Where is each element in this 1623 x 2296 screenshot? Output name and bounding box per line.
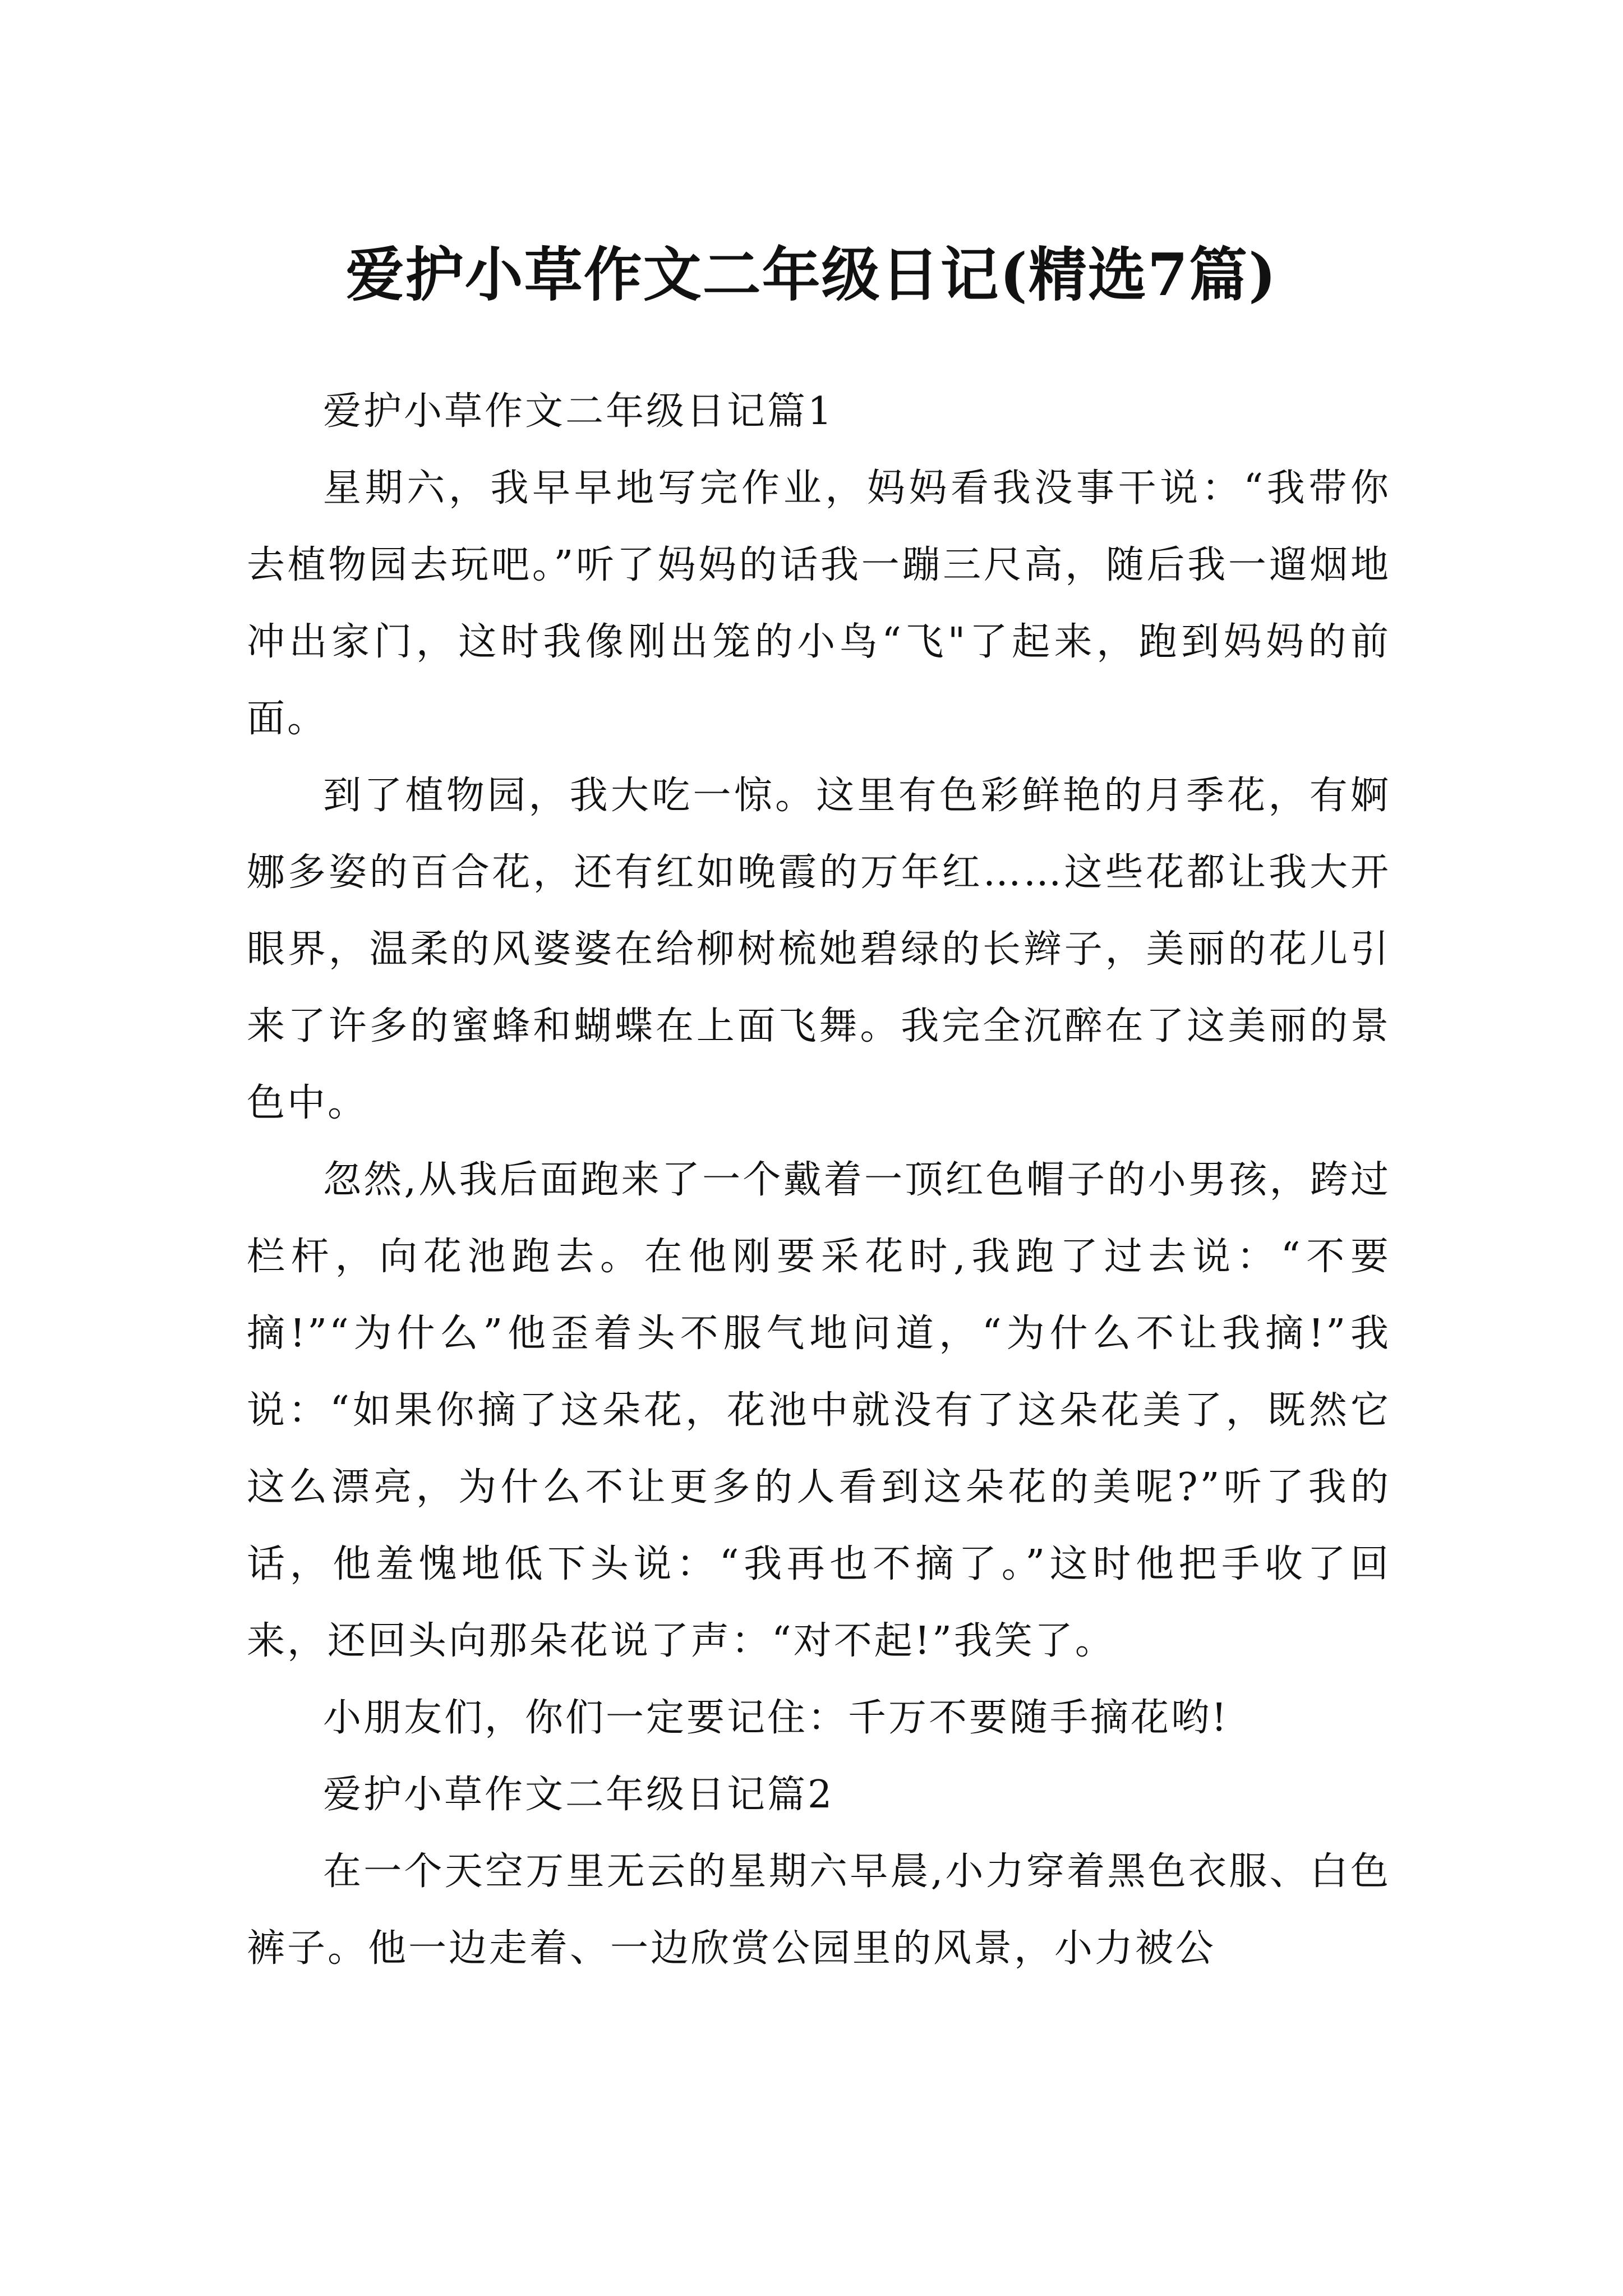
- document-title: 爱护小草作文二年级日记(精选7篇): [345, 240, 1278, 309]
- section-heading-2: 爱护小草作文二年级日记篇2: [323, 1773, 834, 1817]
- paragraph: 忽然,从我后面跑来了一个戴着一顶红色帽子的小男孩，跨过栏杆，向花池跑去。在他刚要采花时,我跑了过去说：“不要摘!”“为什么”他歪着头不服气地问道，“为什么不让我摘!”我说：“如果你摘了这朵花，花池中就没有了这朵花美了，既然它这么漂亮，为什么不让更多的人看到这朵花的美呢?”听了我的话，他羞愧地低下头说：“我再也不摘了。”这时他把手收了回来，还回头向那朵花说了声：“对不起!”我笑了。: [247, 1158, 1391, 1663]
- paragraph: 小朋友们，你们一定要记住：千万不要随手摘花哟!: [323, 1696, 1229, 1740]
- paragraph: 在一个天空万里无云的星期六早晨,小力穿着黑色衣服、白色裤子。他一边走着、一边欣赏公园里的风景，小力被公: [247, 1849, 1391, 1971]
- section-heading-1: 爱护小草作文二年级日记篇1: [323, 389, 834, 434]
- paragraph: 星期六，我早早地写完作业，妈妈看我没事干说：“我带你去植物园去玩吧。”听了妈妈的话我一蹦三尺高，随后我一遛烟地冲出家门，这时我像刚出笼的小鸟“飞"了起来，跑到妈妈的前面。: [247, 466, 1391, 741]
- document-body: [247, 373, 1391, 1987]
- paragraph: 到了植物园，我大吃一惊。这里有色彩鲜艳的月季花，有婀娜多姿的百合花，还有红如晚霞的万年红……这些花都让我大开眼界，温柔的风婆婆在给柳树梳她碧绿的长辫子，美丽的花儿引来了许多的蜜蜂和蝴蝶在上面飞舞。我完全沉醉在了这美丽的景色中。: [247, 774, 1391, 1125]
